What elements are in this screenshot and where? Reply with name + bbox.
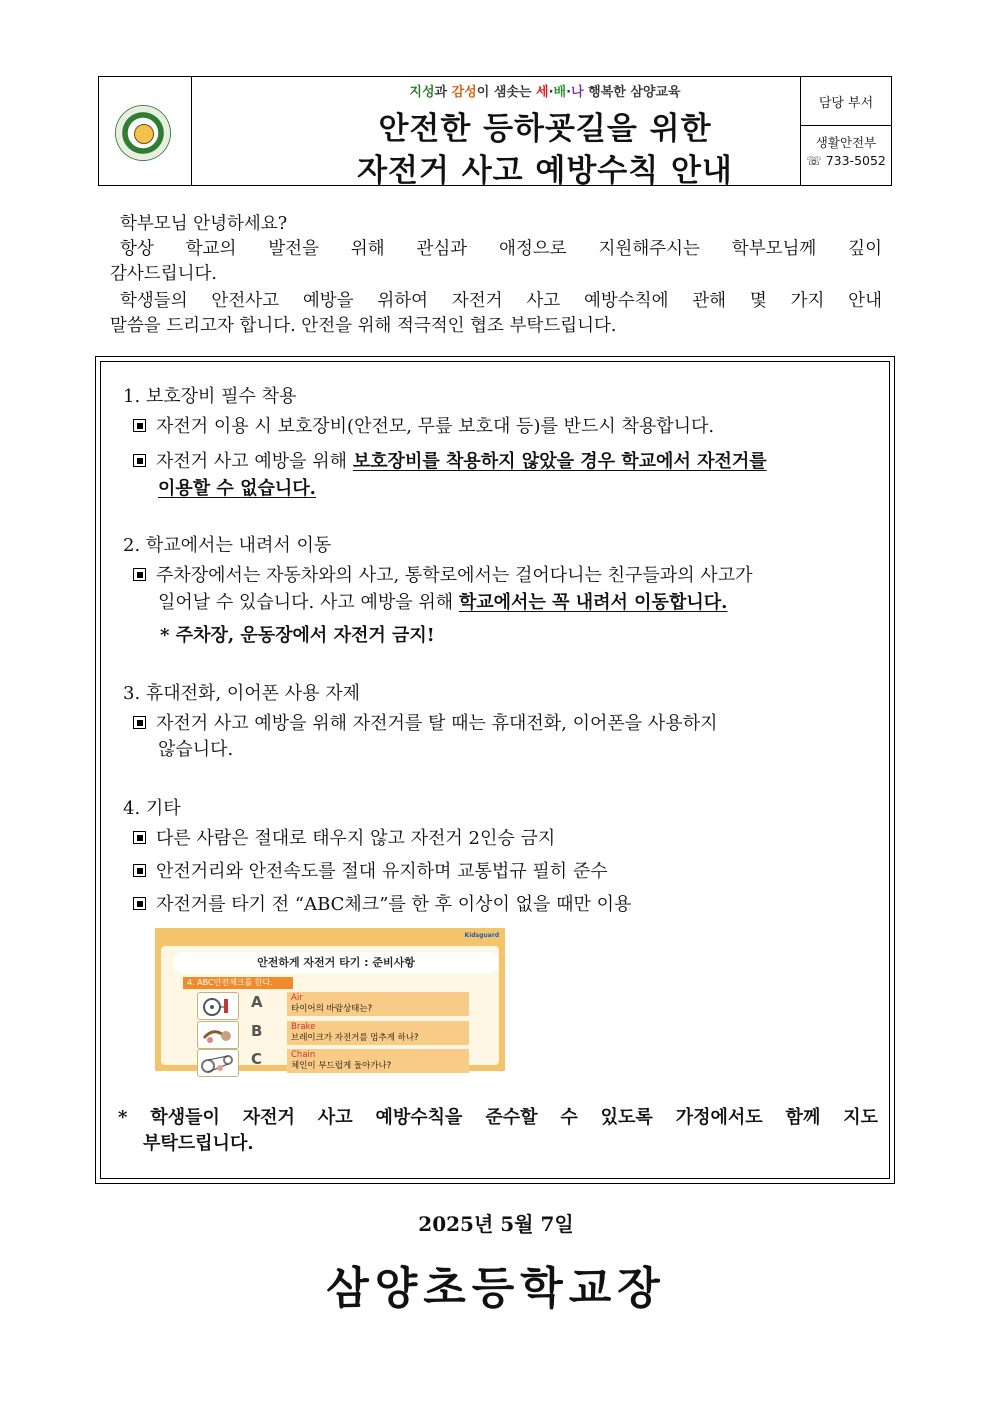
abc-en: Chain — [291, 1050, 316, 1060]
brake-icon — [197, 1021, 239, 1049]
intro-line: 감사드립니다. — [110, 264, 217, 284]
section-heading: 2. 학교에서는 내려서 이동 — [123, 535, 332, 556]
abc-row — [197, 1021, 477, 1047]
slogan — [191, 81, 899, 100]
abc-row — [197, 992, 477, 1018]
slogan-part: · — [566, 85, 572, 100]
department-name: 생활안전부 — [815, 135, 877, 150]
list-item-text: 자전거 사고 예방을 위해 자전거를 탈 때는 휴대전화, 이어폰을 사용하지 — [156, 713, 718, 734]
abc-description — [287, 1049, 469, 1073]
bullet-icon — [133, 864, 146, 877]
list-item-text: 자전거를 타기 전 “ABC체크”를 한 후 이상이 없을 때만 이용 — [156, 894, 632, 915]
section-heading: 3. 휴대전화, 이어폰 사용 자제 — [123, 683, 361, 704]
list-item — [133, 449, 878, 475]
list-item-continuation: 않습니다. — [158, 739, 234, 760]
signature: 삼양초등학교장 — [326, 1263, 666, 1314]
abc-letter: B — [251, 1022, 263, 1040]
abc-letter: C — [251, 1050, 263, 1068]
intro-line: 학생들의 안전사고 예방을 위하여 자전거 사고 예방수칙에 관해 몇 가지 안내 — [120, 291, 882, 311]
slogan-part: 과 — [434, 85, 452, 100]
page-title-line-1: 안전한 등하굣길을 위한 — [378, 111, 712, 147]
abc-ko: 타이어의 바람상태는? — [291, 1004, 373, 1014]
abc-description — [287, 1021, 469, 1045]
list-item-text: 다른 사람은 절대로 태우지 않고 자전거 2인승 금지 — [156, 828, 556, 849]
department-phone: ☏ 733-5052 — [806, 153, 886, 168]
title-cell — [191, 77, 899, 189]
list-item — [133, 563, 878, 589]
closing-line: * 학생들이 자전거 사고 예방수칙을 준수할 수 있도록 가정에서도 함께 지도 — [118, 1107, 878, 1128]
section-heading: 4. 기타 — [123, 798, 181, 819]
list-item-continuation — [158, 590, 727, 616]
logo-cell — [99, 77, 192, 185]
brand-logo: Kidsguard — [464, 932, 499, 939]
abc-en: Brake — [291, 1022, 316, 1032]
list-item — [133, 826, 555, 852]
document-date: 2025년 5월 7일 — [418, 1212, 574, 1236]
department-cell — [800, 77, 891, 185]
list-item-text: 자전거 사고 예방을 위해 — [156, 451, 353, 472]
bullet-icon — [133, 419, 146, 432]
section-heading: 1. 보호장비 필수 착용 — [123, 386, 297, 407]
emphasis-text: 이용할 수 없습니다. — [158, 478, 316, 499]
bullet-icon — [133, 716, 146, 729]
bullet-icon — [133, 568, 146, 581]
list-item — [133, 859, 608, 885]
list-item-continuation — [158, 476, 316, 502]
slogan-part: 행복한 삼양교육 — [583, 85, 681, 100]
abc-subtitle: 4. ABC안전체크를 한다. — [183, 977, 293, 989]
abc-check-illustration — [155, 928, 505, 1071]
abc-title: 안전하게 자전거 타기 : 준비사항 — [173, 952, 499, 974]
department-info — [801, 126, 891, 184]
list-item-text: 안전거리와 안전속도를 절대 유지하며 교통법규 필히 준수 — [156, 861, 608, 882]
department-label: 담당 부서 — [801, 77, 891, 126]
slogan-part: 나 — [571, 85, 584, 100]
note-text: * 주차장, 운동장에서 자전거 금지! — [160, 625, 435, 646]
bullet-icon — [133, 454, 146, 467]
slogan-part: 배 — [553, 85, 567, 100]
closing-line: 부탁드립니다. — [143, 1133, 254, 1154]
header-table — [98, 76, 892, 189]
abc-letter: A — [251, 993, 263, 1011]
list-item-text: 일어날 수 있습니다. 사고 예방을 위해 — [158, 592, 459, 613]
school-emblem-icon — [115, 105, 171, 161]
slogan-part: 지성 — [409, 85, 435, 100]
abc-en: Air — [291, 993, 303, 1003]
emblem-center — [134, 124, 154, 144]
slogan-part: · — [548, 85, 554, 100]
slogan-part: 이 샘솟는 — [476, 85, 537, 100]
list-item — [133, 711, 878, 737]
bullet-icon — [133, 897, 146, 910]
abc-row — [197, 1049, 477, 1075]
list-item — [133, 414, 714, 440]
intro-line: 말씀을 드리고자 합니다. 안전을 위해 적극적인 협조 부탁드립니다. — [110, 316, 617, 336]
emphasis-text: 보호장비를 착용하지 않았을 경우 학교에서 자전거를 — [352, 451, 767, 472]
intro-line: 항상 학교의 발전을 위해 관심과 애정으로 지원해주시는 학부모님께 깊이 — [120, 239, 882, 259]
abc-ko: 브레이크가 자전거를 멈추게 하나? — [291, 1033, 419, 1043]
abc-ko: 체인이 부드럽게 돌아가나? — [291, 1061, 392, 1071]
bullet-icon — [133, 831, 146, 844]
page-title-line-2: 자전거 사고 예방수칙 안내 — [357, 153, 733, 189]
list-item — [133, 892, 631, 918]
list-item-text: 자전거 이용 시 보호장비(안전모, 무릎 보호대 등)를 반드시 착용합니다. — [156, 416, 715, 437]
abc-panel — [161, 946, 499, 1071]
emphasis-text: 학교에서는 꼭 내려서 이동합니다. — [458, 592, 728, 613]
slogan-part: 세 — [536, 85, 549, 100]
abc-description — [287, 992, 469, 1016]
slogan-part: 감성 — [451, 85, 477, 100]
chain-icon — [197, 1049, 239, 1077]
intro-greeting: 학부모님 안녕하세요? — [120, 214, 288, 234]
tire-pump-icon — [197, 992, 239, 1020]
list-item-text: 주차장에서는 자동차와의 사고, 통학로에서는 걸어다니는 친구들과의 사고가 — [156, 565, 753, 586]
